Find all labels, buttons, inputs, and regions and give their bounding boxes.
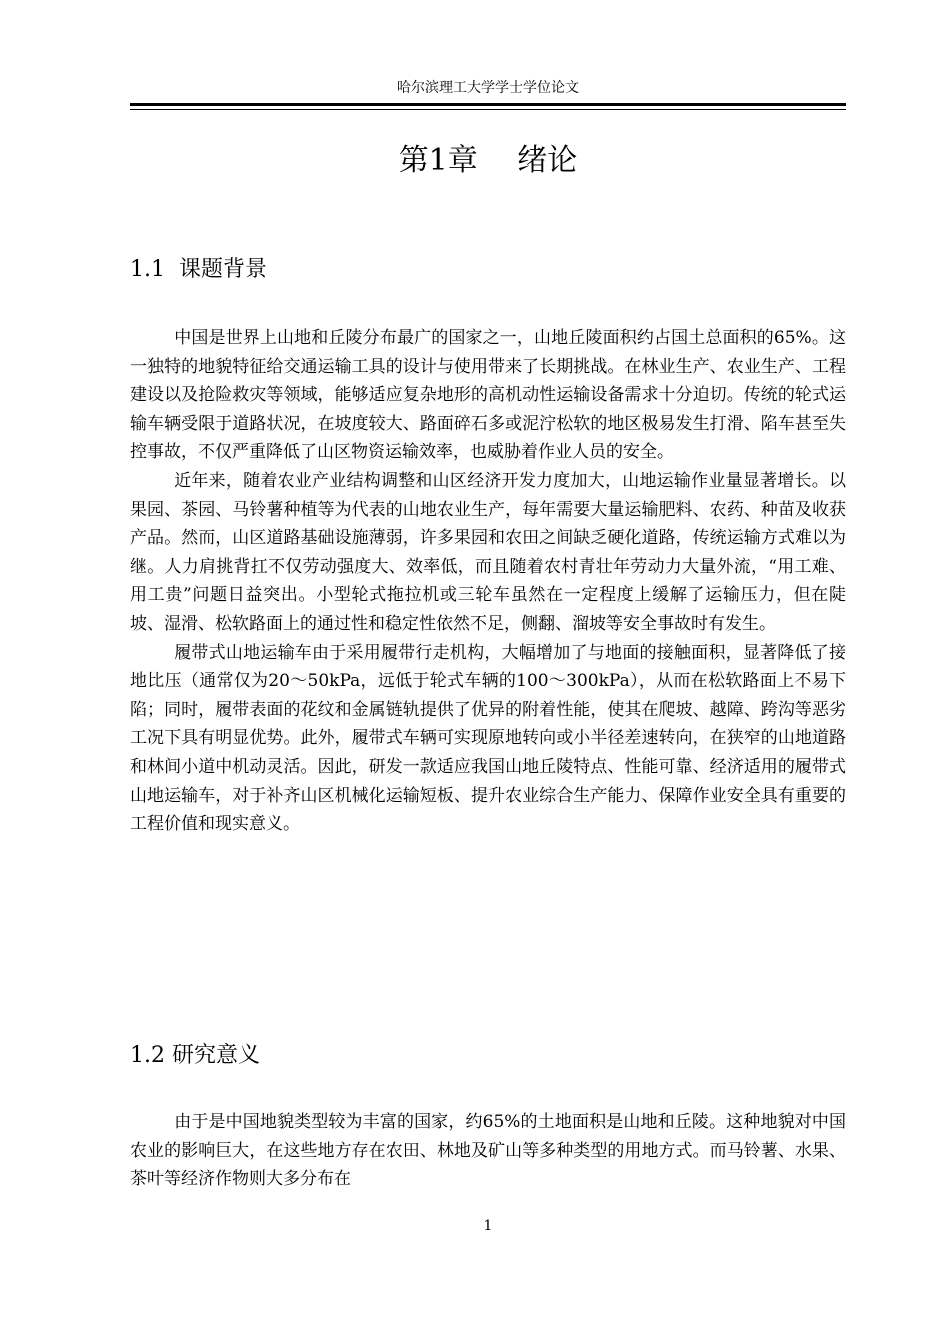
running-header: 哈尔滨理工大学学士学位论文 <box>397 80 579 96</box>
header-rule-thin <box>130 109 846 110</box>
paragraph: 履带式山地运输车由于采用履带行走机构，大幅增加了与地面的接触面积，显著降低了接地比压（通常仅为20～50kPa，远低于轮式车辆的100～300kPa），从而在松软路面上不易下陷；同时，履带表面的花纹和金属链轨提供了优异的附着性能，使其在爬坡、越障、跨沟等恶劣工况下具有明显优势。此外，履带式车辆可实现原地转向或小半径差速转向，在狭窄的山地道路和林间小道中机动灵活。因此，研发一款适应我国山地丘陵特点、性能可靠、经济适用的履带式山地运输车，对于补齐山区机械化运输短板、提升农业综合生产能力、保障作业安全具有重要的工程价值和现实意义。 <box>130 642 846 835</box>
paragraph: 近年来，随着农业产业结构调整和山区经济开发力度加大，山地运输作业量显著增长。以果园、茶园、马铃薯种植等为代表的山地农业生产，每年需要大量运输肥料、农药、种苗及收获产品。然而，山区道路基础设施薄弱，许多果园和农田之间缺乏硬化道路，传统运输方式难以为继。人力肩挑背扛不仅劳动强度大、效率低，而且随着农村青壮年劳动力大量外流，“用工难、用工贵”问题日益突出。小型轮式拖拉机或三轮车虽然在一定程度上缓解了运输压力，但在陡坡、湿滑、松软路面上的通过性和稳定性依然不足，侧翻、溜坡等安全事故时有发生。 <box>130 470 846 634</box>
paragraph: 中国是世界上山地和丘陵分布最广的国家之一，山地丘陵面积约占国土总面积的65%。这一独特的地貌特征给交通运输工具的设计与使用带来了长期挑战。在林业生产、农业生产、工程建设以及抢险救灾等领域，能够适应复杂地形的高机动性运输设备需求十分迫切。传统的轮式运输车辆受限于道路状况，在坡度较大、路面碎石多或泥泞松软的地区极易发生打滑、陷车甚至失控事故，不仅严重降低了山区物资运输效率，也威胁着作业人员的安全。 <box>130 328 846 463</box>
chapter-title: 第1章 绪论 <box>398 143 578 178</box>
header-rule-thick <box>130 103 846 106</box>
section-heading-1-1: 1.1 课题背景 <box>130 257 267 282</box>
paragraph: 由于是中国地貌类型较为丰富的国家，约65%的土地面积是山地和丘陵。这种地貌对中国农业的影响巨大，在这些地方存在农田、林地及矿山等多种类型的用地方式。而马铃薯、水果、茶叶等经济作物则大多分布在 <box>130 1112 846 1190</box>
section-body-1-1 <box>130 324 846 839</box>
page-number: 1 <box>483 1218 493 1234</box>
section-heading-1-2: 1.2 研究意义 <box>130 1043 260 1068</box>
section-body-1-2 <box>130 1108 846 1194</box>
